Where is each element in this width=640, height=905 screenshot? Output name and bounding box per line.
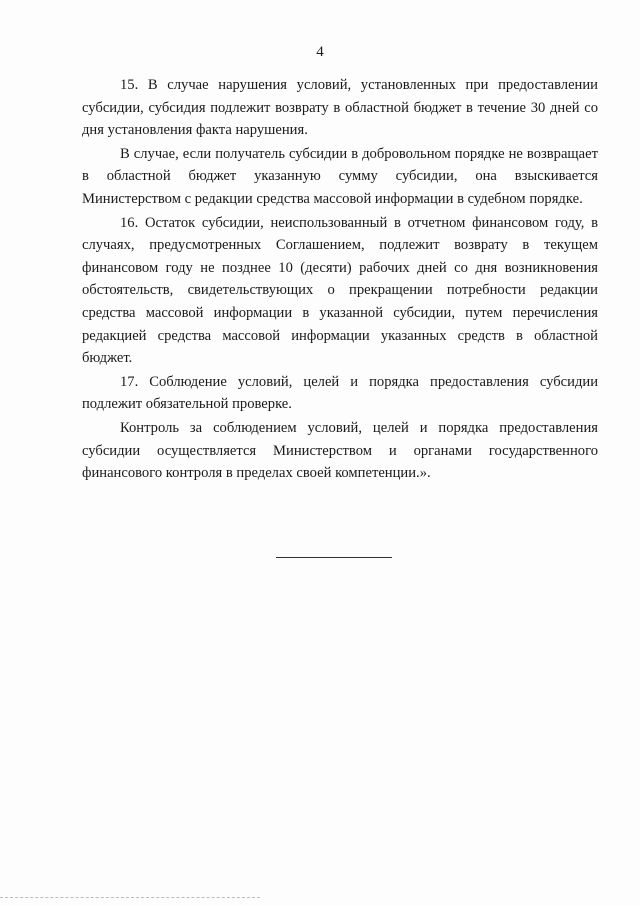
document-body [82, 74, 598, 485]
paragraph-16: 16. Остаток субсидии, неиспользованный в отчетном финансовом году, в случаях, предусмотренных Соглашением, подлежит возврату в текущем финансовом году не позднее 10 (десяти) рабочих дней со дня возникновения обстоятельств, свидетельствующих о прекращении потребности редакции средства массовой информации в указанной субсидии, путем перечисления редакцией средства массовой информации указанных средств в областной бюджет. [82, 214, 598, 367]
paragraph-control: Контроль за соблюдением условий, целей и порядка предоставления субсидии осуществляется Министерством и органами государственного финансового контроля в пределах своей компетенции.». [82, 419, 598, 482]
end-of-document-rule [276, 557, 392, 558]
scan-edge-line [0, 897, 260, 898]
page-number: 4 [316, 44, 324, 60]
paragraph-17: 17. Соблюдение условий, целей и порядка предоставления субсидии подлежит обязательной проверке. [82, 373, 598, 413]
paragraph-15-continuation: В случае, если получатель субсидии в добровольном порядке не возвращает в областной бюджет указанную сумму субсидии, она взыскивается Министерством с редакции средства массовой информации в судебном порядке. [82, 145, 598, 207]
paragraph-15: 15. В случае нарушения условий, установленных при предоставлении субсидии, субсидия подлежит возврату в областной бюджет в течение 30 дней со дня установления факта нарушения. [82, 77, 598, 139]
